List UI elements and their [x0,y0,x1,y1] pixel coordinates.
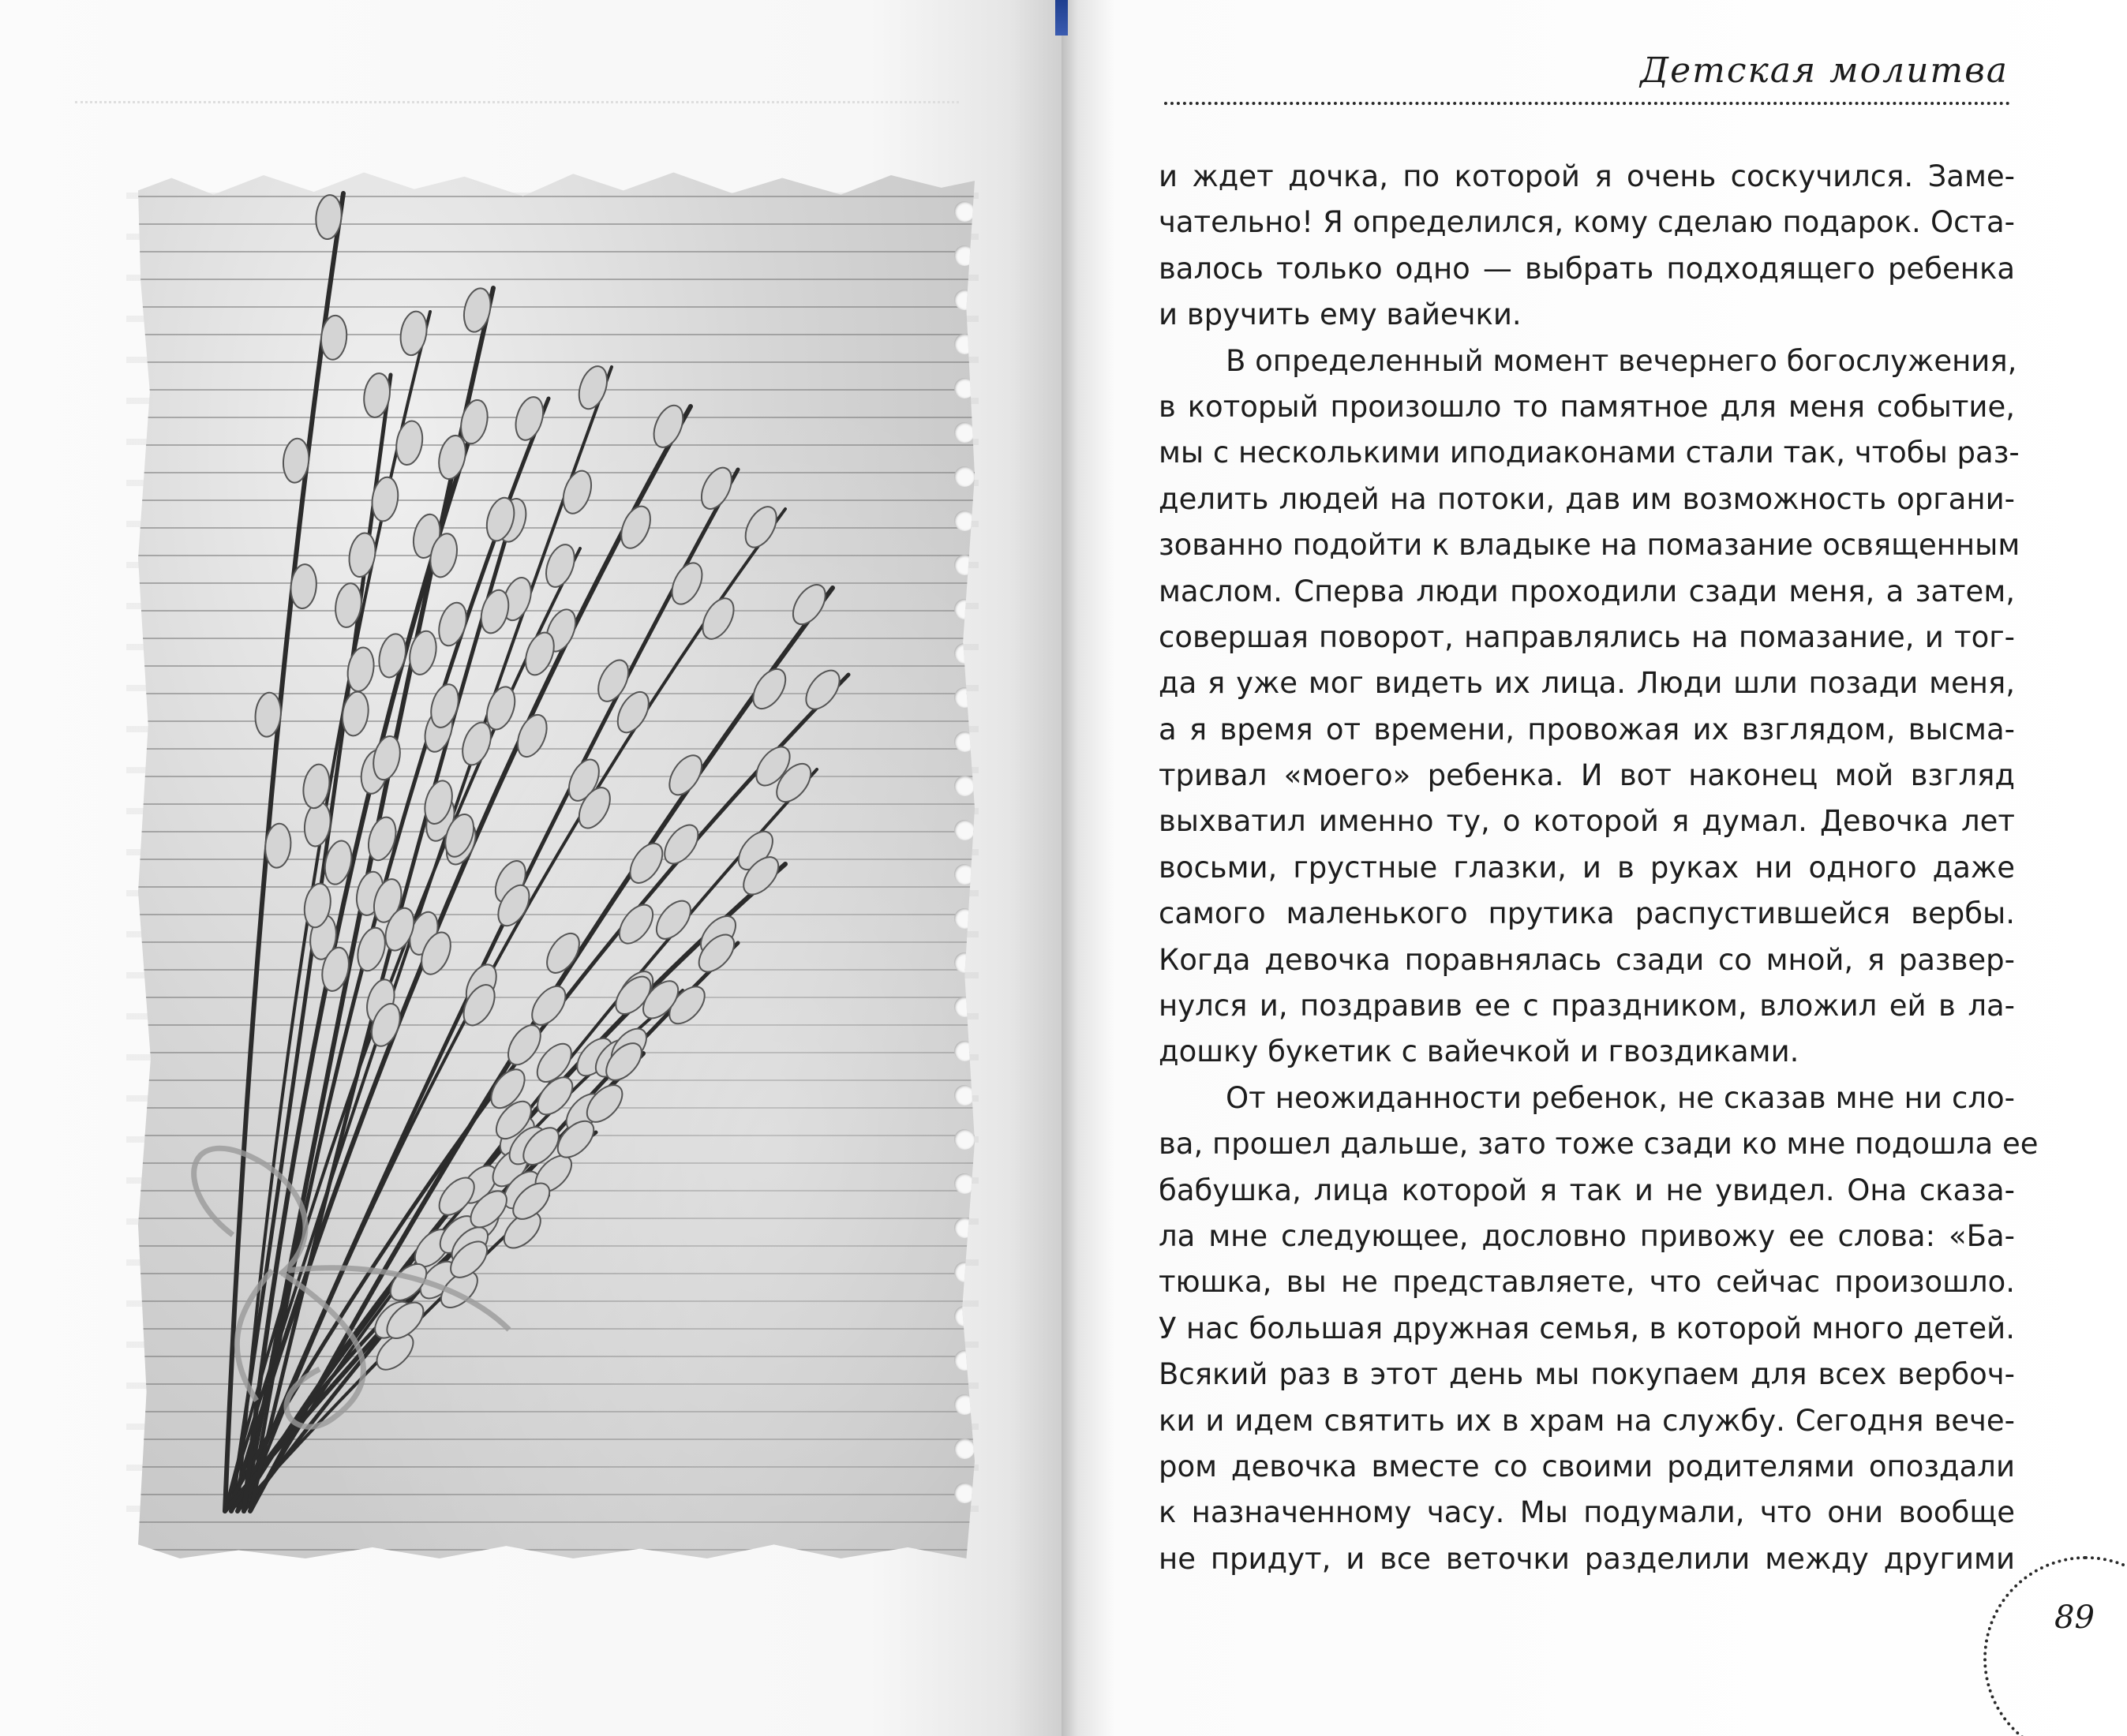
text-line: маслом. Сперва люди проходили сзади меня, а затем, [1159,574,2015,608]
text-line: делить людей на потоки, дав им возможность органи- [1159,481,2015,516]
text-line: зованно подойти к владыке на помазание освященным [1159,528,2020,563]
binding-edge-mark [1055,0,1068,36]
willow-catkin [393,419,425,467]
text-line: Всякий раз в этот день мы покупаем для всех вербоч- [1159,1357,2015,1392]
text-line: и вручить ему вайечки. [1159,297,1522,332]
willow-catkin [511,394,548,443]
show-through-rule [75,101,959,103]
body-text [1159,154,2039,1582]
binder-hole [954,820,975,840]
text-line: ла мне следующее, дословно привожу ее слова: «Ба- [1159,1218,2015,1253]
text-line: ром девочка вместе со своими родителями опоздали [1159,1449,2015,1483]
left-page [0,0,1062,1736]
text-line: и ждет дочка, по которой я очень соскучился. Заме- [1159,159,2015,193]
willow-catkin [612,899,659,949]
running-header: Детская молитва [1640,51,2009,91]
willow-catkin [663,750,708,800]
binder-hole [954,1439,975,1459]
willow-catkin [434,600,470,649]
text-line: восьми, грустные глазки, и в руках ни одного даже [1159,850,2015,885]
willow-catkin [799,664,846,715]
text-line: тривал «моего» ребенка. И вот наконец мой взгляд [1159,758,2015,793]
binder-hole [954,1129,975,1150]
header-dotted-rule [1164,102,2010,105]
willow-catkin [650,895,697,945]
binder-hole [954,201,975,222]
willow-catkin [695,463,737,514]
text-line: В определенный момент вечернего богослужения, [1226,343,2017,378]
willow-catkin [369,476,401,523]
text-line: бабушка, лица которой я так и не увидел. Она сказа- [1159,1173,2015,1207]
text-line: От неожиданности ребенок, не сказав мне ни сло- [1226,1080,2015,1115]
willow-catkin [574,363,612,413]
text-line: совершая поворот, направлялись на помазание, и тог- [1159,619,2015,654]
willow-catkin [696,593,740,644]
willow-catkin [512,710,552,761]
willow-catkin [375,631,410,680]
text-line: ки и идем святить их в храм на службу. Сегодня вече- [1159,1403,2015,1438]
binder-hole [954,776,975,796]
willow-bouquet-illustration [138,170,975,1558]
text-line: в который произошло то памятное для меня событие, [1159,389,2015,424]
text-line: валось только одно — выбрать подходящего ребенка [1159,251,2015,286]
page-number: 89 [2054,1599,2095,1636]
text-line: тюшка, вы не представляете, что сейчас произошло. [1159,1265,2015,1300]
binder-hole [954,422,975,443]
right-page [1062,0,2127,1736]
willow-catkin [616,502,656,552]
willow-catkin [558,467,596,517]
willow-stem [244,509,785,1511]
page-number-dotted-arc [1983,1556,2127,1736]
willow-catkin [346,531,379,579]
text-line: самого маленького прутика распустившейся вербы. [1159,896,2015,931]
torn-notebook-paper [138,170,975,1558]
willow-catkin [747,664,792,714]
text-line: выхватил именно ту, о которой я думал. Девочка лет [1159,804,2015,839]
binder-hole [954,466,975,487]
text-line: чательно! Я определился, кому сделаю подарок. Оста- [1159,205,2015,240]
text-line: ва, прошел дальше, зато тоже сзади ко мне подошла ее [1159,1127,2039,1162]
text-line: не придут, и все веточки разделили между другими [1159,1541,2015,1576]
willow-catkin [648,401,688,451]
text-line: а я время от времени, провожая их взглядом, высма- [1159,712,2015,746]
willow-catkin [460,286,494,335]
show-through-header [75,49,959,96]
text-line: дошку букетик с вайечкой и гвоздиками. [1159,1034,1799,1069]
willow-catkin [398,309,430,357]
willow-catkin [361,372,393,419]
text-line: к назначенному часу. Мы подумали, что они вообще [1159,1495,2015,1530]
willow-catkin [740,502,783,552]
text-line: да я уже мог видеть их лица. Люди шли позади меня, [1159,666,2015,701]
text-line: мы с несколькими иподиаконами стали так, чтобы раз- [1159,436,2020,470]
text-line: У нас большая дружная семья, в которой много детей. [1159,1311,2015,1345]
willow-catkin [666,558,708,608]
willow-catkin [787,579,832,630]
text-line: нулся и, поздравив ее с праздником, вложил ей в ла- [1159,989,2015,1023]
text-line: Когда девочка поравнялась сзади со мной, я развер- [1159,942,2015,977]
